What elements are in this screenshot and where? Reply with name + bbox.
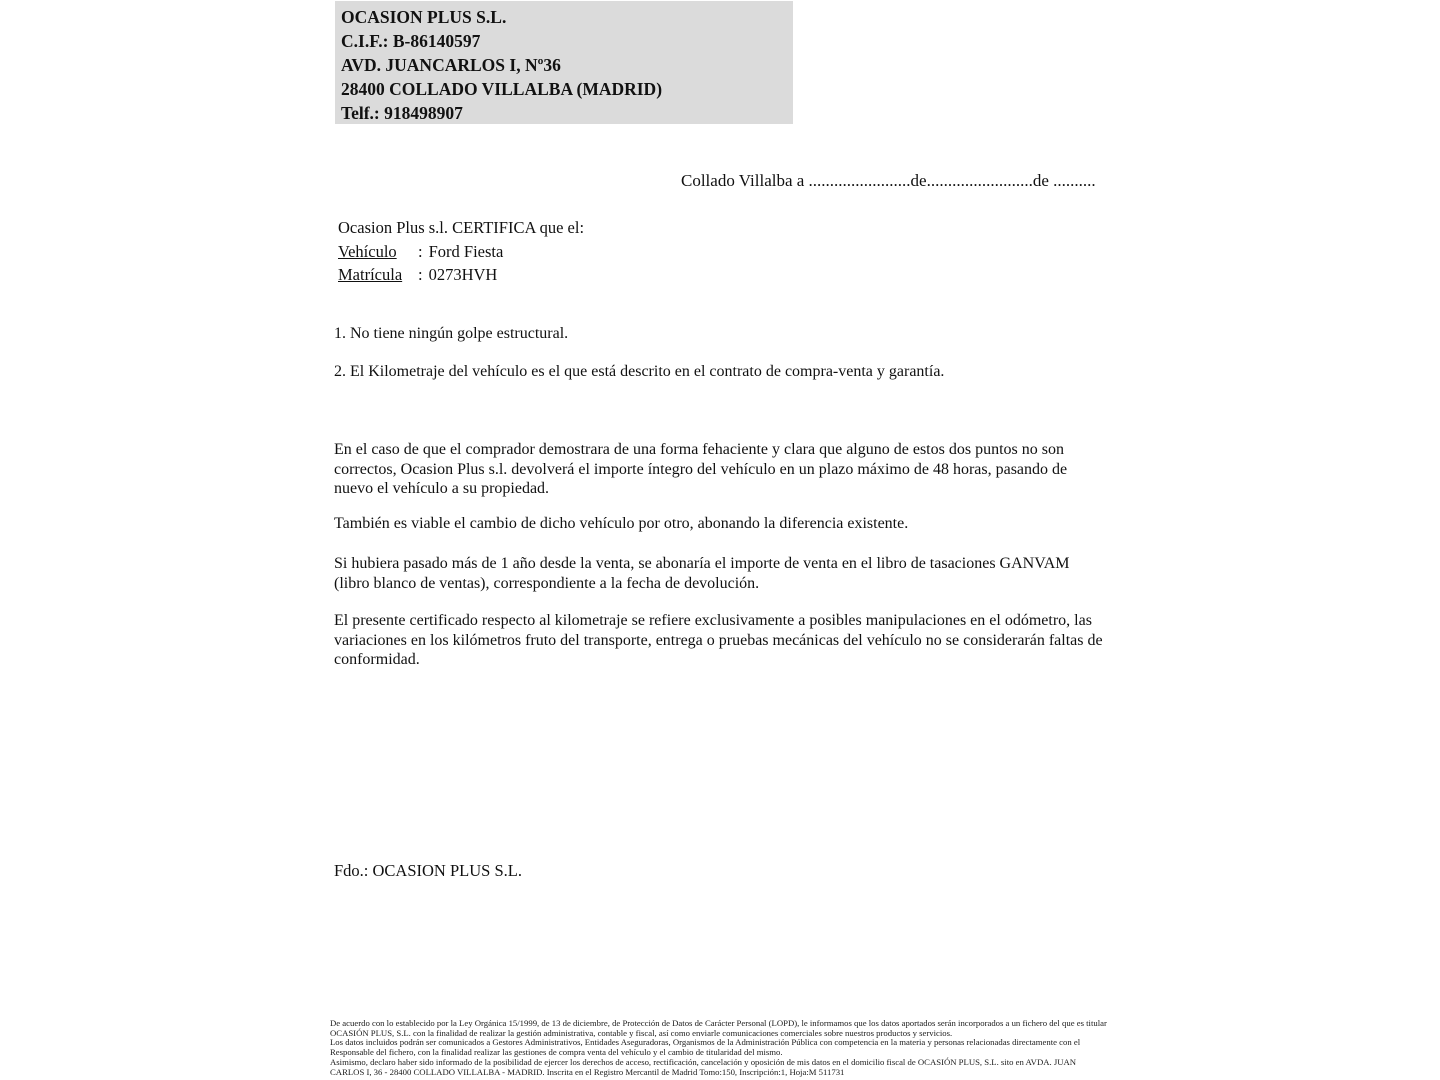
company-header-box	[335, 1, 793, 124]
plate-value: 0273HVH	[428, 265, 498, 285]
paragraph-odometer-disclaimer: El presente certificado respecto al kilometraje se refiere exclusivamente a posibles manipulaciones en el odómetro, las variaciones en los kilómetros fruto del transporte, entrega o pruebas mecánicas del vehículo no se considerarán faltas de conformidad.	[334, 612, 1103, 668]
legal-footer-line: Los datos incluidos podrán ser comunicados a Gestores Administrativos, Entidades Aseguradoras, Organismos de la Administración Pública con competencia en la materia y personas relacionadas directamente con el	[330, 1037, 1081, 1048]
legal-footer-line: OCASIÓN PLUS, S.L. con la finalidad de realizar la gestión administrativa, contable y fiscal, así como enviarle comunicaciones comerciales sobre nuestros productos y servicios.	[330, 1027, 953, 1038]
certify-block	[338, 216, 584, 287]
certified-point-1: 1. No tiene ningún golpe estructural.	[334, 325, 569, 342]
vehicle-field	[338, 240, 584, 264]
company-address: AVD. JUANCARLOS I, Nº36	[341, 55, 561, 75]
legal-footer-line: CARLOS I, 36 - 28400 COLLADO VILLALBA - MADRID. Inscrita en el Registro Mercantil de Madrid Tomo:150, Inscripción:1, Hoja:M 511731	[330, 1066, 845, 1077]
legal-footer-line: Responsable del fichero, con la finalidad realizar las gestiones de compra venta del vehículo y el cambio de titularidad del mismo.	[330, 1047, 783, 1058]
signature-line: Fdo.: OCASION PLUS S.L.	[334, 861, 522, 880]
company-name: OCASION PLUS S.L.	[341, 7, 507, 27]
vehicle-separator: :	[418, 241, 423, 261]
plate-label: Matrícula	[338, 265, 403, 285]
vehicle-value: Ford Fiesta	[428, 241, 504, 261]
paragraph-one-year-rule: Si hubiera pasado más de 1 año desde la venta, se abonaría el importe de venta en el libro de tasaciones GANVAM (libro blanco de ventas), correspondiente a la fecha de devolución.	[334, 555, 1070, 592]
paragraph-exchange-option: También es viable el cambio de dicho vehículo por otro, abonando la diferencia existente.	[334, 515, 909, 532]
legal-footer	[330, 1019, 1107, 1077]
plate-field	[338, 263, 584, 287]
plate-separator: :	[418, 265, 423, 285]
certify-intro: Ocasion Plus s.l. CERTIFICA que el:	[338, 218, 585, 237]
vehicle-label: Vehículo	[338, 241, 397, 261]
certified-point-2: 2. El Kilometraje del vehículo es el que está descrito en el contrato de compra-venta y garantía.	[334, 363, 945, 380]
date-line: Collado Villalba a ........................de.........................de ..........	[681, 171, 1096, 190]
company-city: 28400 COLLADO VILLALBA (MADRID)	[341, 79, 663, 99]
company-cif: C.I.F.: B-86140597	[341, 31, 481, 51]
paragraph-refund-terms: En el caso de que el comprador demostrara de una forma fehaciente y clara que alguno de estos dos puntos no son correctos, Ocasion Plus s.l. devolverá el importe íntegro del vehículo en un plazo máximo de 48 horas, pasando de nuevo el vehículo a su propiedad.	[334, 441, 1068, 497]
legal-footer-line: Asimismo, declaro haber sido informado de la posibilidad de ejercer los derechos de acceso, rectificación, cancelación y oposición de mis datos en el domicilio fiscal de OCASIÓN PLUS, S.L. sito en AVDA. JUAN	[330, 1056, 1077, 1067]
legal-footer-line: De acuerdo con lo establecido por la Ley Orgánica 15/1999, de 13 de diciembre, de Protección de Datos de Carácter Personal (LOPD), le informamos que los datos aportados serán incorporados a un fichero del que es titular	[330, 1018, 1107, 1028]
company-phone: Telf.: 918498907	[341, 103, 463, 123]
